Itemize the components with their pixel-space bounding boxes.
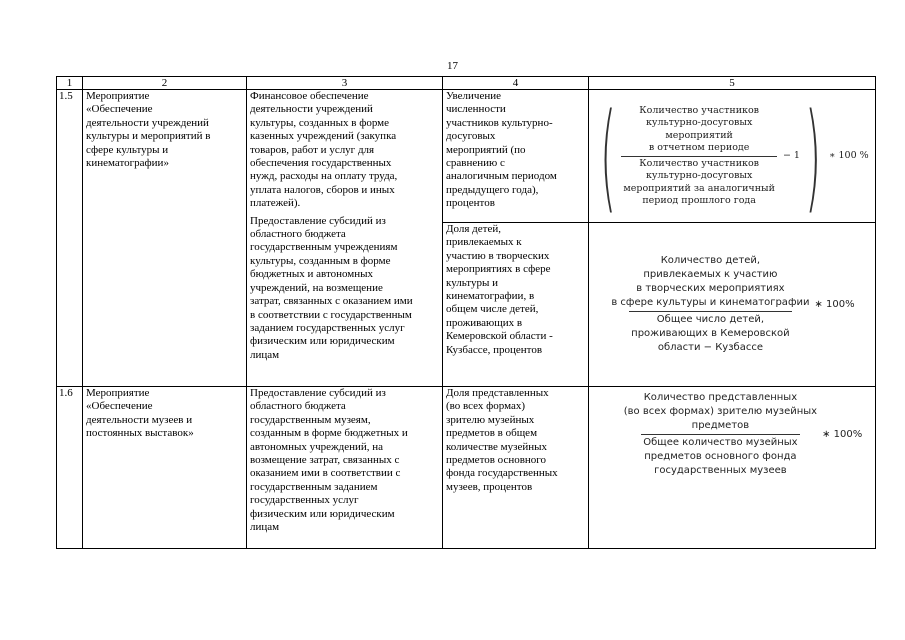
header-cell: 1 (57, 77, 83, 90)
text-line: мероприятий за аналогичный (623, 182, 775, 194)
text-line: учреждений, на возмещение (250, 281, 383, 294)
text-line: участию в творческих (446, 249, 550, 262)
text-line: Количество участников (639, 104, 760, 116)
text-line: досуговых (446, 130, 496, 143)
text-line: культурно-досуговых (645, 117, 753, 128)
text-line: мероприятиях в сфере (446, 263, 551, 276)
text-line: предметов (691, 420, 750, 431)
text-line: Общее число детей, (656, 314, 765, 325)
text-line: культуры и мероприятий в (86, 130, 211, 143)
text-line: областного бюджета (250, 228, 346, 241)
event-name (83, 90, 247, 387)
text-line: Финансовое обеспечение (250, 90, 369, 102)
text-line: Доля детей, (446, 223, 501, 235)
text-line: Количество представленных (643, 392, 798, 403)
page-number: 17 (447, 60, 458, 72)
formula-numerator (637, 105, 761, 156)
formula-denominator (641, 434, 799, 478)
text-line: Предоставление субсидий из (250, 387, 386, 399)
text-line: обеспечения государственных (250, 157, 392, 170)
text-line: привлекаемых к участию (643, 269, 778, 280)
text-line: товаров, работ и услуг для (250, 143, 375, 156)
formula-denominator (621, 156, 777, 208)
text-line: (во всех формах) зрителю музейных (623, 406, 818, 417)
text-line: в творческих мероприятиях (636, 283, 785, 294)
header-cell: 3 (247, 77, 443, 90)
text-line: аналогичным периодом (446, 170, 557, 183)
event-description (247, 387, 443, 549)
text-line: Количество детей, (660, 255, 761, 266)
table-row (57, 90, 876, 223)
text-line: численности (446, 103, 506, 116)
text-line: нужд, расходы на оплату труда, (250, 170, 398, 183)
program-table (56, 76, 876, 549)
text-line: культуры, созданных в форме (250, 116, 390, 129)
text-line: государственным учреждениям (250, 241, 398, 254)
formula-participants-growth (589, 87, 876, 225)
formula-multiplier: ∗ 100% (822, 428, 863, 440)
text-line: Кузбассе, процентов (446, 343, 543, 356)
formula-fraction (621, 105, 777, 208)
formula-multiplier: ∗ 100% (814, 298, 855, 310)
text-line: лицам (250, 521, 280, 534)
text-line: культурно-досуговых (645, 170, 753, 181)
text-line: общем числе детей, (446, 303, 539, 316)
text-line: Мероприятие (86, 90, 150, 102)
left-parenthesis: ( (600, 87, 617, 225)
text-line: Кемеровской области - (446, 330, 553, 343)
row-number: 1.5 (57, 90, 83, 387)
text-line: постоянных выставок» (86, 427, 194, 440)
text-line: фонда государственных (446, 467, 558, 480)
text-line: процентов (446, 197, 495, 210)
header-cell: 5 (589, 77, 876, 90)
text-line: участников культурно- (446, 116, 553, 129)
text-line: мероприятий (по (446, 143, 526, 156)
text-line: предметов основного (446, 454, 547, 467)
formula-fraction (609, 254, 811, 355)
text-line: области − Кузбассе (657, 342, 763, 353)
text-line: Мероприятие (86, 387, 150, 399)
indicator-name (443, 223, 589, 387)
indicator-name (443, 90, 589, 223)
text-line: созданным в форме бюджетных и (250, 427, 408, 440)
text-line: количестве музейных (446, 440, 548, 453)
text-line: Количество участников (639, 157, 760, 169)
text-line: период прошлого года (642, 195, 756, 206)
header-cell: 2 (83, 77, 247, 90)
text-line: деятельности учреждений (250, 103, 373, 116)
formula-multiplier: ∗ 100 % (829, 149, 869, 161)
text-line: культуры и (446, 276, 498, 289)
text-line: лицам (250, 348, 280, 361)
formula-numerator (622, 391, 819, 434)
text-line: предыдущего года), (446, 183, 539, 196)
formula-minus-one: − 1 (782, 149, 800, 161)
text-line: сравнению с (446, 157, 505, 170)
text-line: возмещение затрат, связанных с (250, 454, 400, 467)
text-line: проживающих в (446, 316, 523, 329)
header-cell: 4 (443, 77, 589, 90)
text-line: государственным заданием (250, 480, 378, 493)
text-line: кинематографии, в (446, 290, 535, 303)
text-line: затрат, связанных с оказанием ими (250, 295, 413, 308)
text-line: (во всех формах) (446, 400, 526, 413)
text-line: в соответствии с государственным (250, 308, 412, 321)
formula-museum-items-share (589, 387, 876, 549)
event-description (247, 90, 443, 387)
text-line: проживающих в Кемеровской (631, 328, 790, 339)
right-parenthesis: ) (804, 87, 822, 225)
formula-denominator (629, 311, 792, 355)
text-line: физическим или юридическим (250, 335, 395, 348)
text-line: заданием государственных услуг (250, 321, 405, 334)
text-line: кинематографии» (86, 157, 169, 170)
text-line: в отчетном периоде (648, 142, 750, 153)
table-row (57, 387, 876, 549)
text-line: платежей). (250, 197, 301, 210)
text-line: музеев, процентов (446, 480, 533, 493)
event-name (83, 387, 247, 549)
text-line: сфере культуры и (86, 143, 169, 156)
text-line: предметов в общем (446, 427, 538, 440)
text-line: мероприятий (665, 129, 733, 141)
formula-children-share (589, 223, 876, 387)
text-line: «Обеспечение (86, 103, 153, 116)
text-line: физическим или юридическим (250, 507, 395, 520)
text-line: уплата налогов, сборов и иных (250, 183, 395, 196)
text-line: «Обеспечение (86, 400, 153, 413)
text-line: государственных музеев (654, 465, 787, 476)
text-line: деятельности учреждений (86, 116, 209, 129)
row-number: 1.6 (57, 387, 83, 549)
text-line: казенных учреждений (закупка (250, 130, 397, 143)
text-line: Доля представленных (446, 387, 549, 399)
text-line: Предоставление субсидий из (250, 214, 386, 227)
text-line: зрителю музейных (446, 413, 535, 426)
text-line: государственных услуг (250, 494, 359, 507)
text-line: привлекаемых к (446, 236, 522, 249)
formula-fraction (622, 391, 819, 478)
text-line: деятельности музеев и (86, 413, 193, 426)
table-header-row (57, 77, 876, 90)
text-line: в сфере культуры и кинематографии (611, 297, 810, 308)
indicator-name (443, 387, 589, 549)
text-line: оказанием ими в соответствии с (250, 467, 401, 480)
text-line: Увеличение (446, 90, 502, 102)
text-line: автономных учреждений, на (250, 440, 384, 453)
text-line: государственным музеям, (250, 413, 371, 426)
text-line: предметов основного фонда (644, 451, 797, 462)
text-line: Общее количество музейных (643, 437, 798, 448)
text-line: культуры, созданным в форме (250, 254, 391, 267)
text-line: бюджетных и автономных (250, 268, 374, 281)
formula-numerator (609, 254, 811, 311)
text-line: областного бюджета (250, 400, 346, 413)
